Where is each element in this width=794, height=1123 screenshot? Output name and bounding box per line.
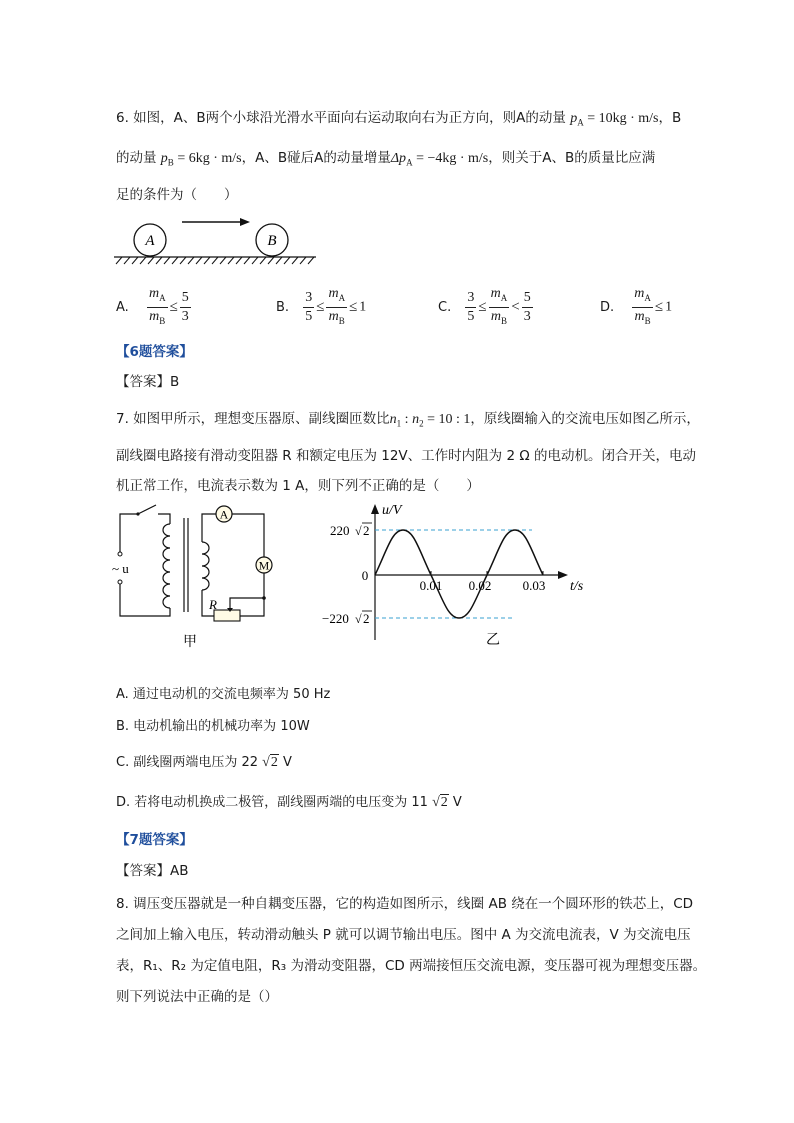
q6-pb-symbol: p [160, 151, 168, 166]
q6-option-a-bound: $\frac{5}{3}$ [181, 289, 189, 324]
q6-pb-sub: B [167, 157, 174, 168]
q6-line2-prefix: 的动量 [116, 150, 157, 166]
primary-coil [163, 524, 170, 608]
q6-option-c[interactable]: C. $\frac{3}{5}$ ≤ $\frac{m_A}{m_B}$ < $\frac{5}{3}$ [438, 285, 533, 330]
q6-pa-symbol: p [570, 111, 578, 126]
junction-dot [262, 596, 266, 600]
q6-line2-mid: ，A、B碰后A的动量增量 [241, 150, 391, 166]
q6-option-c-label: C. [438, 299, 452, 315]
q6-option-d-label: D. [600, 299, 615, 315]
q6-option-b-label: B. [276, 299, 290, 315]
y-top-root-arg: 2 [363, 523, 370, 538]
q7-line3: 机正常工作，电流表示数为 1 A，则下列不正确的是（ ） [116, 478, 480, 494]
motor-label: M [258, 558, 270, 573]
terminal-top [118, 552, 122, 556]
q6-option-d-mass-ratio: $\frac{m_A}{m_B}$ [634, 286, 651, 326]
q6-option-c-mass-ratio: $\frac{m_A}{m_B}$ [490, 286, 508, 326]
q6-pb-value: = 6kg · m/s [173, 151, 242, 166]
source-label: ~ u [112, 561, 129, 576]
y-bot-root-arg: 2 [363, 611, 370, 626]
x-tick-label-2: 0.02 [468, 578, 492, 593]
secondary-wire-right [258, 573, 264, 598]
secondary-wire-top-right [232, 514, 264, 557]
q7-option-a[interactable]: A. 通过电动机的交流电频率为 50 Hz [116, 687, 331, 702]
y-top-radical: √ [355, 524, 362, 538]
q6-line2-suffix: ，则关于A、B的质量比应满 [488, 150, 656, 166]
y-bot-coef: −220 [322, 611, 349, 626]
graph-caption: 乙 [486, 633, 500, 648]
x-tick-label-3: 0.03 [522, 578, 546, 593]
q8-line4: 则下列说法中正确的是（） [116, 989, 278, 1005]
secondary-wire-top-left [202, 514, 216, 542]
q6-dpa-value: = −4kg · m/s [412, 151, 489, 166]
q6-answer-header: 【6题答案】 [116, 344, 193, 360]
q6-line3: 足的条件为（ ） [116, 187, 238, 203]
q6-line1-prefix: 6. 如图，A、B两个小球沿光滑水平面向右运动取向右为正方向，则A的动量 [116, 110, 566, 126]
q7-option-c[interactable]: C. 副线圈两端电压为 22 √2 V [116, 755, 292, 770]
q6-option-b[interactable]: B. $\frac{3}{5}$ ≤ $\frac{m_A}{m_B}$ ≤ 1 [276, 285, 366, 330]
q6-figure [112, 212, 322, 268]
y-bot-radical: √ [355, 612, 362, 626]
q6-line1 [116, 108, 681, 133]
graph-origin: 0 [361, 568, 369, 583]
primary-wire-bottom [120, 584, 170, 616]
resistor-label: R [209, 597, 217, 612]
slider-wire [230, 598, 258, 608]
rheostat-symbol [214, 610, 240, 621]
q6-dpa-sub: A [406, 157, 413, 168]
q7-line1: 7. 如图甲所示，理想变压器原、副线圈匝数比$n_1$ : $n_2 = 10$ : 1，原线圈输入的交流电压如图乙所示， [116, 411, 700, 429]
switch-blade [138, 505, 156, 514]
q7-option-c-sqrt: √2 [262, 755, 278, 770]
x-tick-label-1: 0.01 [419, 578, 443, 593]
ball-a-label: A [145, 233, 155, 249]
q7-option-d-sqrt: √2 [432, 795, 448, 810]
q7-line1-prefix: 7. 如图甲所示，理想变压器原、副线圈匝数比 [116, 411, 390, 427]
voltage-curve [375, 530, 543, 618]
q6-option-a-label: A. [116, 299, 129, 315]
y-top-coef: 220 [330, 523, 350, 538]
primary-wire-right [158, 514, 170, 524]
q8-line1: 8. 调压变压器就是一种自耦变压器，它的构造如图所示，线圈 AB 绕在一个圆环形的铁芯上，CD [116, 896, 694, 912]
q7-option-b[interactable]: B. 电动机输出的机械功率为 10W [116, 719, 310, 734]
velocity-arrow-head [240, 218, 250, 226]
q8-line3: 表，R₁、R₂ 为定值电阻，R₃ 为滑动变阻器，CD 两端接恒压交流电源，变压器可视为理想变压器。 [116, 958, 707, 974]
terminal-bottom [118, 580, 122, 584]
secondary-wire-bottom-right [240, 598, 264, 616]
q7-circuit-diagram [108, 502, 280, 650]
q6-pa-sub: A [577, 117, 584, 128]
ball-b-label: B [267, 233, 277, 249]
circuit-caption: 甲 [183, 635, 197, 650]
q6-dpa-symbol: Δp [390, 151, 407, 166]
ground-hatching [116, 257, 314, 264]
primary-wire-top [120, 514, 138, 552]
q6-answer: 【答案】B [116, 374, 180, 390]
y-axis-arrow [371, 504, 379, 514]
switch-pivot [136, 512, 139, 515]
q8-line2: 之间加上输入电压，转动滑动触头 P 就可以调节输出电压。图中 A 为交流电流表，V 为交流电压 [116, 927, 691, 943]
q7-option-d[interactable]: D. 若将电动机换成二极管，副线圈两端的电压变为 11 √2 V [116, 795, 462, 810]
q7-answer: 【答案】AB [116, 863, 189, 879]
q6-option-c-upper: $\frac{5}{3}$ [523, 289, 531, 324]
q6-option-b-mass-ratio: $\frac{m_A}{m_B}$ [328, 286, 346, 326]
q6-option-b-lower: $\frac{3}{5}$ [305, 289, 313, 324]
x-axis-arrow [558, 571, 568, 579]
q7-voltage-graph [312, 500, 602, 650]
q7-answer-header: 【7题答案】 [116, 832, 193, 848]
q6-line1-suffix: ，B [658, 110, 682, 126]
q6-option-c-lower: $\frac{3}{5}$ [467, 289, 475, 324]
q6-option-a[interactable]: A. $\frac{m_A}{m_B}$ ≤ $\frac{5}{3}$ [116, 285, 191, 330]
secondary-coil [202, 542, 209, 590]
q7-line1-suffix: ，原线圈输入的交流电压如图乙所示， [470, 411, 700, 427]
q6-option-a-mass-ratio: $\frac{m_A}{m_B}$ [148, 286, 166, 326]
q6-line2 [116, 148, 655, 173]
graph-ylabel: u/V [382, 503, 402, 518]
q6-pa-value: = 10kg · m/s [583, 111, 659, 126]
q7-line2: 副线圈电路接有滑动变阻器 R 和额定电压为 12V、工作时内阻为 2 Ω 的电动机。闭合开关，电动 [116, 448, 696, 464]
ammeter-label: A [219, 507, 229, 522]
q6-option-d[interactable]: D. $\frac{m_A}{m_B}$ ≤ 1 [600, 285, 672, 330]
graph-xlabel: t/s [570, 579, 584, 594]
